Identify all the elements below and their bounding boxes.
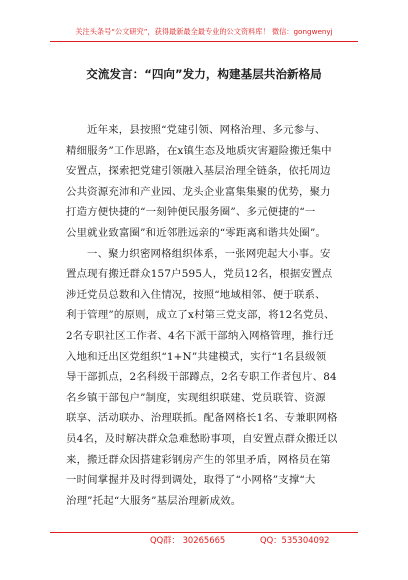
text-line: 名乡镇干部包户”制度，实现组织联建、党员联管、资源 (66, 391, 326, 404)
text-line: 一、聚力织密网格组织体系，一张网兜起大小事。安 (87, 247, 331, 260)
text-line: 利于管理”的原则，成立了x村第三党支部，将12名党员、 (66, 309, 335, 322)
text-line: 入地和迁出区党组织“1+N”共建模式，实行“1名县级领 (66, 350, 327, 363)
text-line: 治理”托起“大服务”基层治理新成效。 (66, 494, 242, 507)
document-body (66, 120, 350, 511)
paragraph-2 (66, 244, 350, 512)
text-line: 一时间掌握并及时得到调处，取得了“小网格”支撑“大 (66, 474, 316, 487)
text-line: 员4名，及时解决群众急难愁盼事项，自安置点群众搬迁以 (66, 432, 338, 445)
qq-number: QQ：535304092 (260, 535, 330, 545)
text-line: 涉迁党员总数和入住情况，按照“地域相邻、便于联系、 (66, 288, 326, 301)
text-line: 安置点，探索把党建引领融入基层治理全链条，依托周边 (66, 165, 331, 178)
text-line: 公里就业致富圈”和近邻胜远亲的“零距离和谐共处圈”。 (66, 226, 327, 239)
header-divider (50, 41, 358, 42)
text-line: 置点现有搬迁群众157户595人，党员12名，根据安置点 (66, 268, 333, 281)
paragraph-1 (66, 120, 350, 244)
text-line: 2名专职社区工作者、4名下派干部纳入网格管理，推行迁 (66, 329, 334, 342)
text-line: 公共资源充沛和产业园、龙头企业富集集聚的优势，聚力 (66, 185, 331, 198)
text-line: 联享、活动联办、治理联抓。配备网格长1名、专兼职网格 (66, 412, 338, 425)
text-line: 近年来，县按照“党建引领、网格治理、多元参与、 (87, 124, 326, 136)
header-notice: 关注头条号“公文研究”，获得最新最全最专业的公文资料库！ 微信：gongwenyj (75, 27, 333, 36)
footer (50, 533, 358, 547)
qq-group-number: QQ群： 30265665 (150, 535, 226, 545)
text-line: 打造方便快捷的“一刻钟便民服务圈”、多元便捷的“一 (66, 206, 316, 219)
text-line: 来，搬迁群众因搭建彩钢房产生的邻里矛盾，网格员在第 (66, 453, 331, 466)
text-line: 导干部抓点，2名科级干部蹲点，2名专职工作者包片、84 (66, 371, 337, 384)
document-title: 交流发言：“四向”发力，构建基层共治新格局 (86, 67, 322, 81)
text-line: 精细服务”工作思路，在x镇生态及地质灾害避险搬迁集中 (66, 144, 332, 157)
